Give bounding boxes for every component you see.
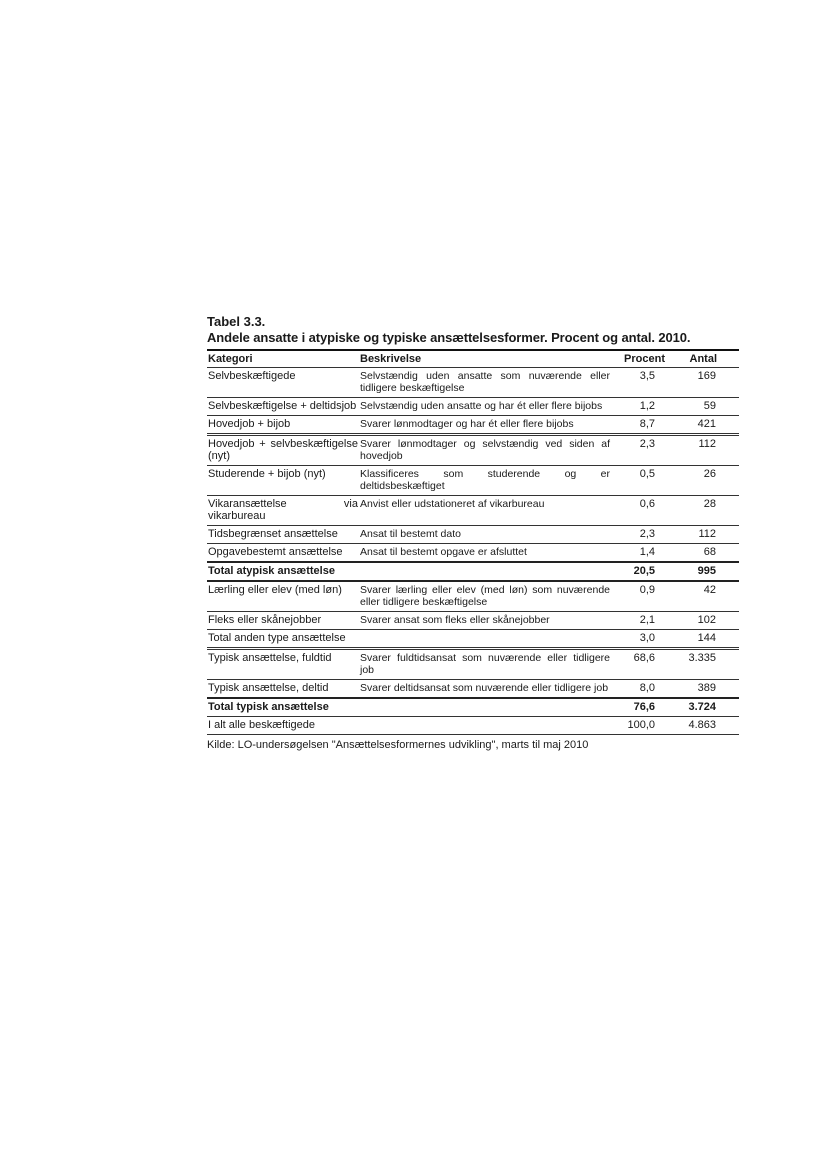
cell-procent: 2,1 xyxy=(639,614,655,626)
document xyxy=(207,314,739,752)
table-row xyxy=(207,496,739,526)
cell-antal: 4.863 xyxy=(688,719,716,731)
cell-kategori: Hovedjob + bijob xyxy=(208,418,291,430)
cell-antal: 68 xyxy=(703,546,716,558)
table-title: Andele ansatte i atypiske og typiske ansættelsesformer. Procent og antal. 2010. xyxy=(207,330,691,345)
cell-antal: 3.335 xyxy=(688,652,716,664)
cell-kategori: I alt alle beskæftigede xyxy=(208,719,316,731)
cell-beskrivelse xyxy=(359,698,611,717)
source-note: Kilde: LO-undersøgelsen "Ansættelsesformernes udvikling", marts til maj 2010 xyxy=(207,739,589,751)
cell-beskrivelse: Ansat til bestemt opgave er afsluttet xyxy=(360,546,527,558)
cell-beskrivelse: Svarer ansat som fleks eller skånejobber xyxy=(360,614,550,626)
cell-antal: 169 xyxy=(697,370,716,382)
table-row xyxy=(207,544,739,563)
total-row xyxy=(207,698,739,717)
header-row xyxy=(207,350,739,368)
total-row xyxy=(207,562,739,581)
cell-antal: 28 xyxy=(703,498,716,510)
table-row xyxy=(207,680,739,699)
cell-kategori: Tidsbegrænset ansættelse xyxy=(208,528,338,540)
header-antal: Antal xyxy=(689,353,717,365)
cell-beskrivelse xyxy=(359,630,611,649)
cell-kategori: Selvbeskæftigede xyxy=(208,370,296,382)
cell-procent: 68,6 xyxy=(633,652,655,664)
cell-antal: 389 xyxy=(697,682,716,694)
cell-beskrivelse: Svarer lønmodtager og selvstændig ved siden af hovedjob xyxy=(360,438,610,462)
cell-procent: 0,5 xyxy=(639,468,655,480)
cell-beskrivelse: Anvist eller udstationeret af vikarbureau xyxy=(360,498,545,510)
cell-beskrivelse: Klassificeres som studerende og er deltidsbeskæftiget xyxy=(360,468,610,492)
table-number: Tabel 3.3. xyxy=(207,314,266,329)
cell-beskrivelse: Svarer lønmodtager og har ét eller flere bijobs xyxy=(360,418,574,430)
table-row xyxy=(207,526,739,544)
cell-beskrivelse: Svarer fuldtidsansat som nuværende eller tidligere job xyxy=(360,652,610,676)
header-beskrivelse: Beskrivelse xyxy=(360,353,422,365)
cell-kategori: Opgavebestemt ansættelse xyxy=(208,546,343,558)
cell-kategori: Selvbeskæftigelse + deltidsjob xyxy=(208,400,357,412)
cell-antal: 995 xyxy=(697,565,716,577)
table-row xyxy=(207,649,739,680)
cell-antal: 144 xyxy=(697,632,716,644)
cell-procent: 76,6 xyxy=(633,701,655,713)
cell-procent: 8,0 xyxy=(639,682,655,694)
cell-procent: 2,3 xyxy=(639,528,655,540)
cell-antal: 112 xyxy=(698,528,716,540)
header-procent: Procent xyxy=(624,353,665,365)
cell-antal: 112 xyxy=(698,438,716,450)
subtotal-row xyxy=(207,630,739,649)
table-row xyxy=(207,466,739,496)
cell-procent: 3,5 xyxy=(639,370,655,382)
cell-beskrivelse: Svarer deltidsansat som nuværende eller tidligere job xyxy=(360,682,609,694)
cell-procent: 3,0 xyxy=(639,632,655,644)
cell-kategori: Hovedjob + selvbeskæftigelse (nyt) xyxy=(208,438,358,462)
cell-beskrivelse: Svarer lærling eller elev (med løn) som nuværende eller tidligere beskæftigelse xyxy=(360,584,610,608)
cell-beskrivelse: Selvstændig uden ansatte som nuværende eller tidligere beskæftigelse xyxy=(360,370,610,394)
cell-kategori: Total atypisk ansættelse xyxy=(208,565,335,577)
cell-kategori: Typisk ansættelse, deltid xyxy=(208,682,329,694)
cell-antal: 102 xyxy=(697,614,716,626)
table-row xyxy=(207,581,739,612)
cell-procent: 1,4 xyxy=(639,546,655,558)
table-row xyxy=(207,435,739,466)
table-row xyxy=(207,416,739,435)
table-row xyxy=(207,612,739,630)
data-table xyxy=(207,349,739,735)
cell-antal: 42 xyxy=(703,584,716,596)
cell-antal: 421 xyxy=(697,418,716,430)
cell-beskrivelse: Selvstændig uden ansatte og har ét eller flere bijobs xyxy=(360,400,603,412)
cell-beskrivelse xyxy=(359,717,611,735)
cell-kategori: Vikaransættelse via vikarbureau xyxy=(208,498,358,522)
header-kategori: Kategori xyxy=(208,353,253,365)
cell-kategori: Fleks eller skånejobber xyxy=(208,614,322,626)
cell-procent: 20,5 xyxy=(633,565,655,577)
cell-procent: 8,7 xyxy=(639,418,655,430)
table-row xyxy=(207,368,739,398)
cell-procent: 1,2 xyxy=(639,400,655,412)
cell-kategori: Total anden type ansættelse xyxy=(208,632,346,644)
cell-kategori: Studerende + bijob (nyt) xyxy=(208,468,326,480)
table-row xyxy=(207,398,739,416)
cell-beskrivelse: Ansat til bestemt dato xyxy=(360,528,461,540)
grand-total-row xyxy=(207,717,739,735)
cell-kategori: Lærling eller elev (med løn) xyxy=(208,584,342,596)
cell-antal: 3.724 xyxy=(688,701,716,713)
cell-antal: 59 xyxy=(703,400,716,412)
cell-procent: 0,6 xyxy=(639,498,655,510)
cell-kategori: Total typisk ansættelse xyxy=(208,701,329,713)
cell-procent: 2,3 xyxy=(639,438,655,450)
cell-procent: 100,0 xyxy=(627,719,655,731)
cell-kategori: Typisk ansættelse, fuldtid xyxy=(208,652,332,664)
cell-procent: 0,9 xyxy=(639,584,655,596)
cell-antal: 26 xyxy=(703,468,716,480)
cell-beskrivelse xyxy=(359,562,611,581)
